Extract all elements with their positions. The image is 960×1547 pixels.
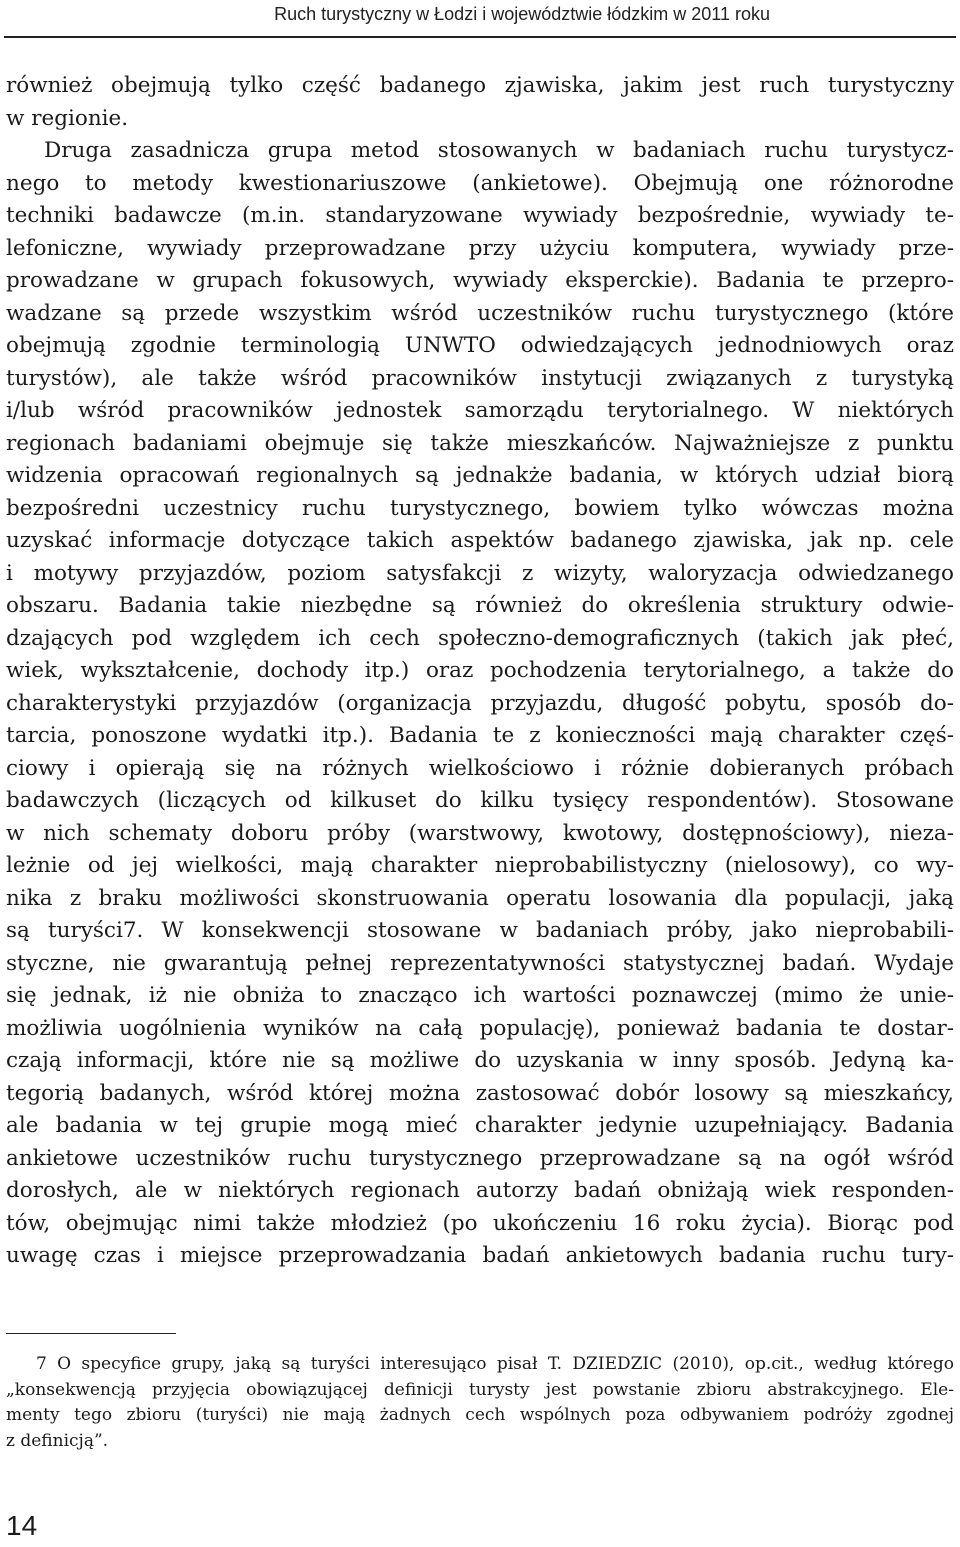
body-line: tegorią badanych, wśród której można zastosować dobór losowy są mieszkańcy, [6,1080,954,1106]
body-line: charakterystyki przyjazdów (organizacja przyjazdu, długość pobytu, sposób do- [6,690,954,716]
footnote-line: „konsekwencją przyjęcia obowiązującej definicji turysty jest powstanie zbioru abstrakcyjnego. Ele- [6,1379,954,1400]
body-line: ciowy i opierają się na różnych wielkościowo i różnie dobieranych próbach [6,755,954,781]
body-line: bezpośredni uczestnicy ruchu turystycznego, bowiem tylko wówczas można [6,495,954,521]
body-line: leżnie od jej wielkości, mają charakter nieprobabilistyczny (nielosowy), co wy- [6,853,954,878]
running-header: Ruch turystyczny w Łodzi i województwie łódzkim w 2011 roku [274,4,770,24]
body-line: regionach badaniami obejmuje się także mieszkańców. Najważniejsze z punktu [6,430,954,456]
body-line: możliwia uogólnienia wyników na całą populację), ponieważ badania te dostar- [6,1015,954,1041]
header-rule [4,36,956,38]
body-line: nego to metody kwestionariuszowe (ankietowe). Obejmują one różnorodne [6,170,954,196]
page-number: 14 [6,1510,38,1541]
body-line: ankietowe uczestników ruchu turystycznego przeprowadzane są na ogół wśród [6,1145,954,1171]
body-line: tarcia, ponoszone wydatki itp.). Badania te z konieczności mają charakter częś- [6,723,954,748]
body-line: się jednak, iż nie obniża to znacząco ich wartości poznawczej (mimo że unie- [6,983,954,1008]
body-line: widzenia opracowań regionalnych są jednakże badania, w których udział biorą [6,463,954,488]
body-line: nika z braku możliwości skonstruowania operatu losowania dla populacji, jaką [6,885,954,911]
body-line: i/lub wśród pracowników jednostek samorządu terytorialnego. W niektórych [6,398,954,423]
body-line: badawczych (liczących od kilkuset do kilku tysięcy respondentów). Stosowane [6,788,954,813]
body-line: uwagę czas i miejsce przeprowadzania badań ankietowych badania ruchu tury- [6,1243,954,1268]
body-line: uzyskać informacje dotyczące takich aspektów badanego zjawiska, jak np. cele [6,528,954,553]
body-line: w regionie. [6,105,129,131]
body-line: ale badania w tej grupie mogą mieć charakter jedynie uzupełniający. Badania [6,1113,954,1138]
body-line: są turyści7. W konsekwencji stosowane w badaniach próby, jako nieprobabili- [6,918,954,943]
body-line: czają informacji, które nie są możliwe do uzyskania w inny sposób. Jedyną ka- [6,1048,954,1073]
body-line: techniki badawcze (m.in. standaryzowane wywiady bezpośrednie, wywiady te- [6,203,954,228]
footnote-line: 7 O specyfice grupy, jaką są turyści interesująco pisał T. DZIEDZIC (2010), op.cit., według którego [36,1354,954,1374]
body-line: wadzane są przede wszystkim wśród uczestników ruchu turystycznego (które [6,300,954,326]
footnote-line: menty tego zbioru (turyści) nie mają żadnych cech wspólnych poza odbywaniem podróży zgodnej [6,1405,954,1425]
body-line: dzających pod względem ich cech społeczno-demograficznych (takich jak płeć, [6,625,954,651]
body-line: wiek, wykształcenie, dochody itp.) oraz pochodzenia terytorialnego, a także do [6,658,954,683]
body-line: również obejmują tylko część badanego zjawiska, jakim jest ruch turystyczny [6,73,954,98]
body-line: w nich schematy doboru próby (warstwowy, kwotowy, dostępnościowy), nieza- [6,820,954,846]
body-line: lefoniczne, wywiady przeprowadzane przy użyciu komputera, wywiady prze- [6,235,954,261]
body-line: obszaru. Badania takie niezbędne są również do określenia struktury odwie- [6,593,954,618]
body-text [6,70,954,1273]
footnote-rule [6,1333,176,1334]
body-line: Druga zasadnicza grupa metod stosowanych w badaniach ruchu turystycz- [44,138,954,163]
body-line: turystów), ale także wśród pracowników instytucji związanych z turystyką [6,365,954,391]
body-line: i motywy przyjazdów, poziom satysfakcji z wizyty, waloryzacja odwiedzanego [6,560,954,586]
body-line: obejmują zgodnie terminologią UNWTO odwiedzających jednodniowych oraz [6,333,954,358]
body-line: dorosłych, ale w niektórych regionach autorzy badań obniżają wiek responden- [6,1178,954,1203]
footnote-line: z definicją”. [6,1430,109,1451]
footnotes [6,1352,954,1454]
body-line: tów, obejmując nimi także młodzież (po ukończeniu 16 roku życia). Biorąc pod [6,1210,954,1236]
body-line: prowadzane w grupach fokusowych, wywiady eksperckie). Badania te przepro- [6,268,954,293]
body-line: styczne, nie gwarantują pełnej reprezentatywności statystycznej badań. Wydaje [6,950,954,976]
